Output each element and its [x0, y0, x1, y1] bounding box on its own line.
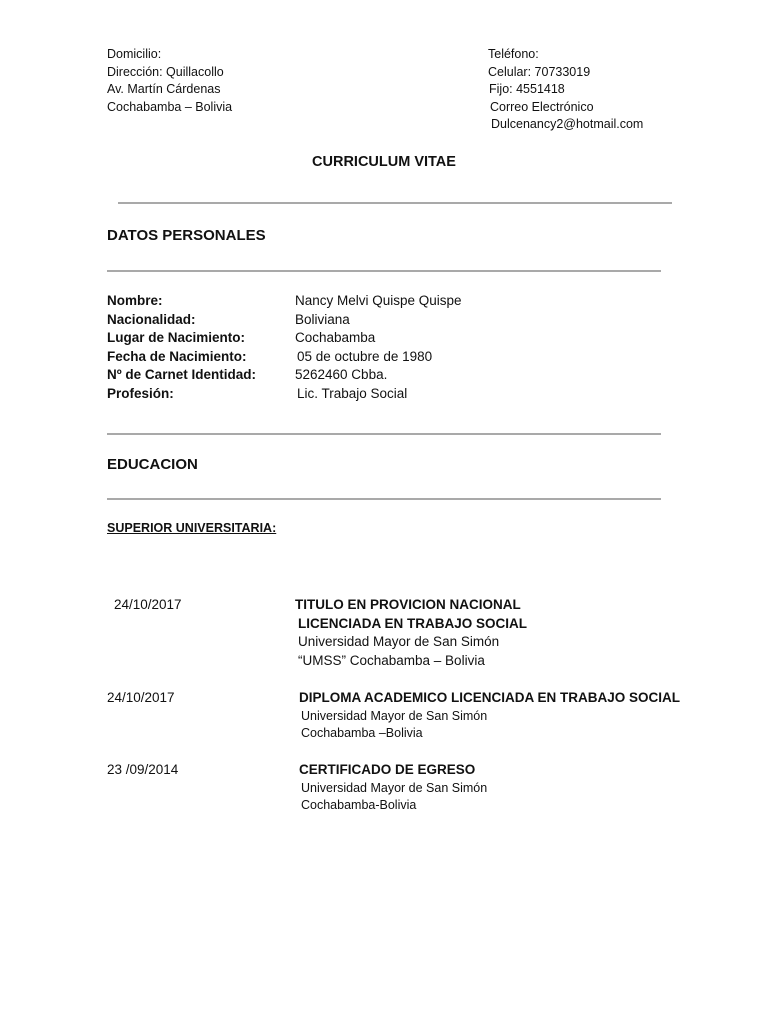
value-carnet: 5262460 Cbba. — [295, 367, 388, 382]
label-nombre: Nombre: — [107, 293, 163, 308]
entry-block — [299, 761, 487, 815]
entry-title: TITULO EN PROVICION NACIONAL — [295, 597, 521, 612]
value-fecha: 05 de octubre de 1980 — [297, 348, 433, 364]
address-street: Av. Martín Cárdenas — [107, 82, 221, 96]
entry-date: 24/10/2017 — [114, 597, 182, 612]
value-nacionalidad: Boliviana — [295, 311, 350, 327]
entry-date: 24/10/2017 — [107, 690, 175, 705]
phone-label: Teléfono: — [488, 47, 539, 61]
personal-labels — [107, 292, 256, 403]
address-block — [107, 46, 232, 116]
divider — [107, 433, 661, 435]
entry-location: Cochabamba-Bolivia — [301, 798, 417, 812]
divider — [107, 498, 661, 500]
page-title: CURRICULUM VITAE — [312, 154, 456, 170]
entry-location: “UMSS” Cochabamba – Bolivia — [298, 652, 485, 668]
entry-institution: Universidad Mayor de San Simón — [301, 780, 488, 795]
email-value: Dulcenancy2@hotmail.com — [491, 117, 644, 131]
phone-fijo: Fijo: 4551418 — [489, 82, 565, 96]
entry-title-2: LICENCIADA EN TRABAJO SOCIAL — [298, 615, 528, 631]
contact-block — [488, 46, 643, 134]
label-carnet: Nº de Carnet Identidad: — [107, 367, 256, 382]
entry-institution: Universidad Mayor de San Simón — [298, 634, 500, 649]
label-profesion: Profesión: — [107, 385, 174, 401]
education-subheading: SUPERIOR UNIVERSITARIA: — [107, 521, 277, 535]
address-direccion: Dirección: Quillacollo — [107, 64, 224, 79]
label-fecha: Fecha de Nacimiento: — [107, 348, 247, 364]
entry-title: DIPLOMA ACADEMICO LICENCIADA EN TRABAJO SOCIAL — [299, 690, 680, 705]
divider — [118, 202, 672, 204]
email-label: Correo Electrónico — [490, 99, 594, 114]
address-city: Cochabamba – Bolivia — [107, 99, 233, 114]
education-heading: EDUCACION — [107, 456, 198, 473]
personal-heading: DATOS PERSONALES — [107, 227, 266, 244]
entry-block — [295, 596, 527, 670]
entry-title: CERTIFICADO DE EGRESO — [299, 762, 476, 777]
address-label: Domicilio: — [107, 47, 162, 61]
entry-date: 23 /09/2014 — [107, 762, 179, 777]
entry-location: Cochabamba –Bolivia — [301, 726, 423, 740]
entry-block — [299, 689, 680, 743]
personal-values — [295, 292, 462, 403]
label-lugar: Lugar de Nacimiento: — [107, 330, 246, 345]
label-nacionalidad: Nacionalidad: — [107, 311, 196, 327]
phone-celular: Celular: 70733019 — [488, 64, 591, 79]
value-lugar: Cochabamba — [295, 330, 376, 345]
value-profesion: Lic. Trabajo Social — [297, 385, 408, 401]
divider — [107, 270, 661, 272]
value-nombre: Nancy Melvi Quispe Quispe — [295, 293, 462, 308]
entry-institution: Universidad Mayor de San Simón — [301, 708, 488, 723]
